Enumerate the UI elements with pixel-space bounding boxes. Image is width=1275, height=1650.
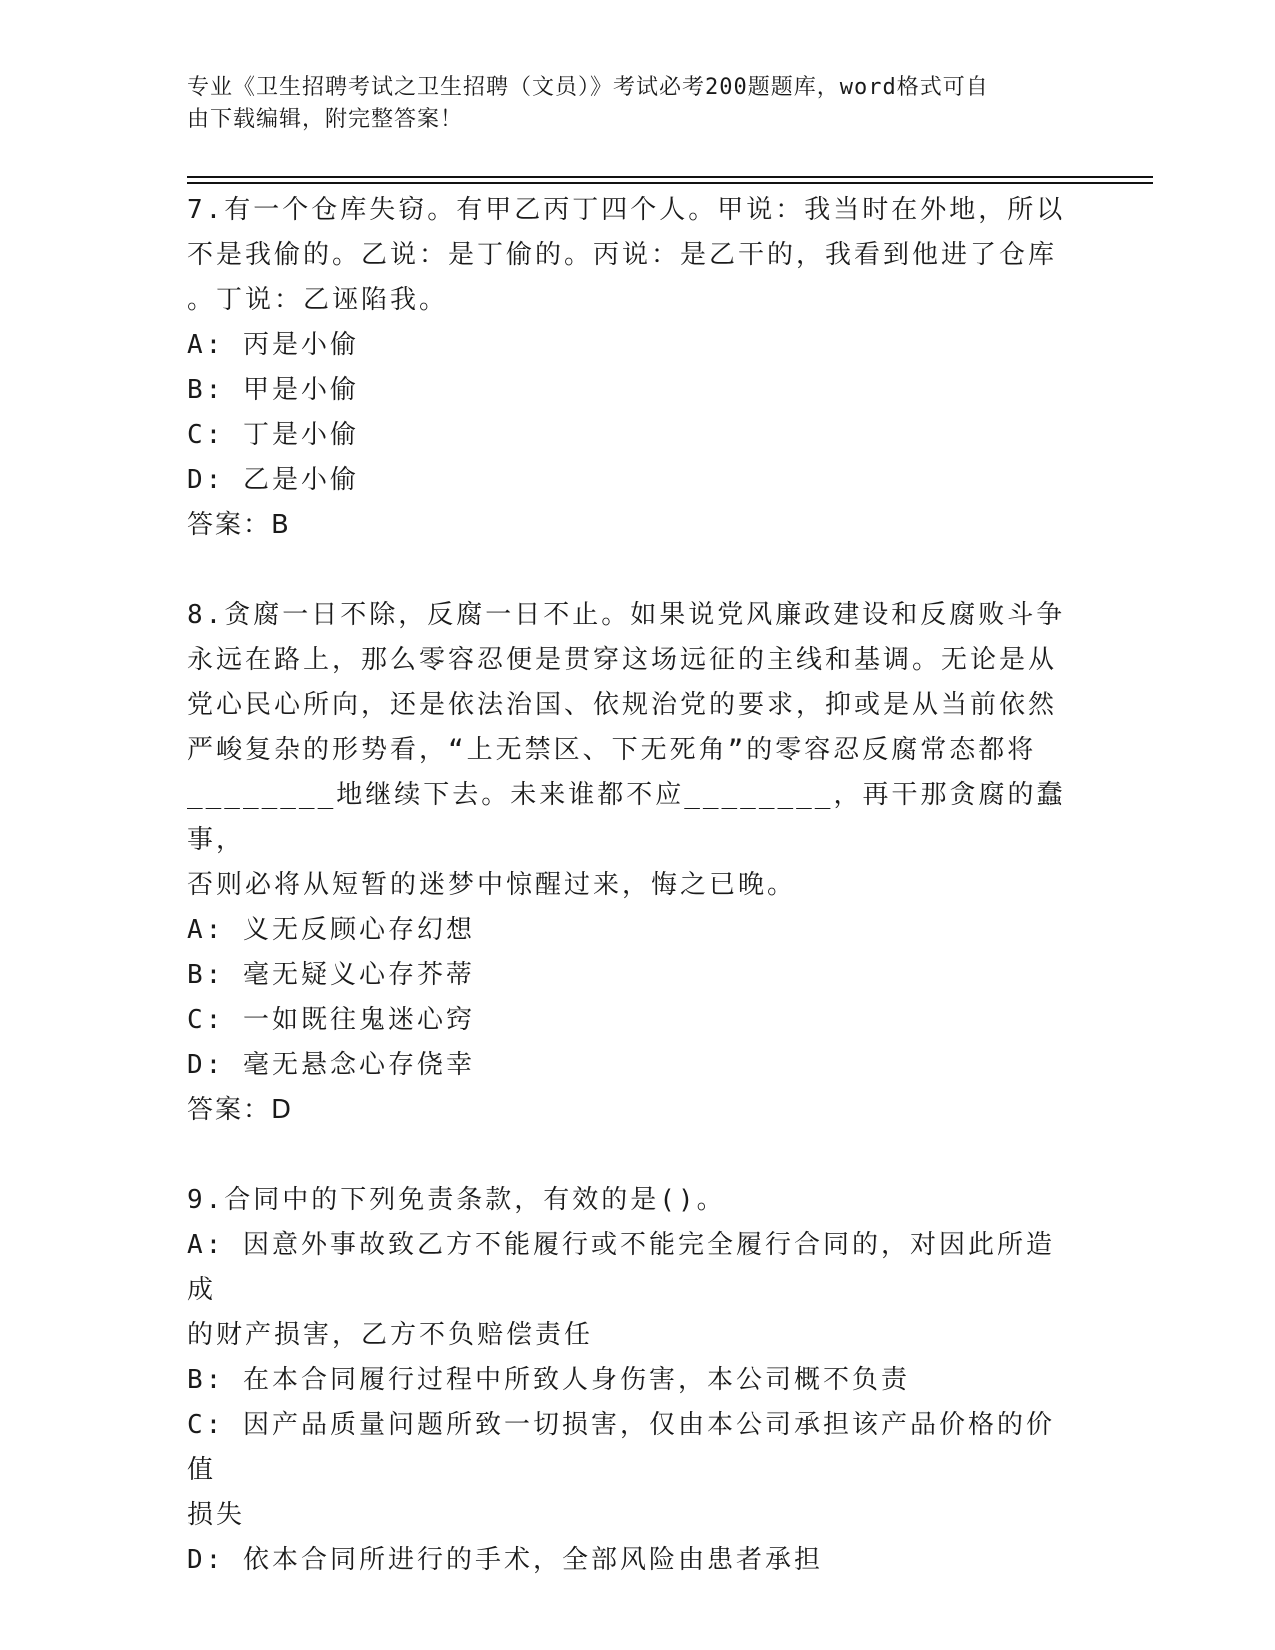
option-a-continued: 的财产损害，乙方不负赔偿责任 xyxy=(187,1320,594,1350)
answer-label: 答案：B xyxy=(187,510,291,540)
document-header xyxy=(187,72,1067,136)
option-c: C: 一如既往鬼迷心窍 xyxy=(187,1005,475,1035)
option-c: C: 因产品质量问题所致一切损害，仅由本公司承担该产品价格的价值 xyxy=(187,1410,1055,1485)
option-a: A: 因意外事故致乙方不能履行或不能完全履行合同的，对因此所造成 xyxy=(187,1230,1055,1305)
answer-label: 答案：D xyxy=(187,1095,294,1125)
option-c-continued: 损失 xyxy=(187,1500,246,1530)
header-divider-bottom xyxy=(187,182,1153,184)
question-stem-line: 不是我偷的。乙说：是丁偷的。丙说：是乙干的，我看到他进了仓库 xyxy=(187,240,1058,270)
question-list xyxy=(187,188,1077,1583)
question-spacer xyxy=(187,548,1077,593)
question-9 xyxy=(187,1178,1077,1583)
header-line-2: 由下载编辑，附完整答案！ xyxy=(187,107,464,132)
option-d: D: 乙是小偷 xyxy=(187,465,359,495)
option-b: B: 毫无疑义心存芥蒂 xyxy=(187,960,475,990)
option-d: D: 依本合同所进行的手术，全部风险由患者承担 xyxy=(187,1545,823,1575)
question-stem-line: 严峻复杂的形势看，“上无禁区、下无死角”的零容忍反腐常态都将 xyxy=(187,735,1037,765)
question-spacer xyxy=(187,1133,1077,1178)
question-7 xyxy=(187,188,1077,548)
option-b: B: 在本合同履行过程中所致人身伤害，本公司概不负责 xyxy=(187,1365,910,1395)
question-stem-line: 。丁说：乙诬陷我。 xyxy=(187,285,449,315)
question-stem-line: 永远在路上，那么零容忍便是贯穿这场远征的主线和基调。无论是从 xyxy=(187,645,1058,675)
header-divider-top xyxy=(187,176,1153,178)
header-line-1: 专业《卫生招聘考试之卫生招聘（文员）》考试必考200题题库，word格式可自 xyxy=(187,75,989,100)
option-c: C: 丁是小偷 xyxy=(187,420,359,450)
question-stem-line: ________地继续下去。未来谁都不应________，再干那贪腐的蠢事， xyxy=(187,780,1066,855)
question-stem-line: 8.贪腐一日不除，反腐一日不止。如果说党风廉政建设和反腐败斗争 xyxy=(187,600,1066,630)
question-stem-line: 否则必将从短暂的迷梦中惊醒过来，悔之已晚。 xyxy=(187,870,797,900)
option-a: A: 义无反顾心存幻想 xyxy=(187,915,475,945)
question-8 xyxy=(187,593,1077,1133)
option-b: B: 甲是小偷 xyxy=(187,375,359,405)
option-a: A: 丙是小偷 xyxy=(187,330,359,360)
question-stem-line: 9.合同中的下列免责条款，有效的是()。 xyxy=(187,1185,726,1215)
question-stem-line: 党心民心所向，还是依法治国、依规治党的要求，抑或是从当前依然 xyxy=(187,690,1058,720)
option-d: D: 毫无悬念心存侥幸 xyxy=(187,1050,475,1080)
question-stem-line: 7.有一个仓库失窃。有甲乙丙丁四个人。甲说：我当时在外地，所以 xyxy=(187,195,1066,225)
